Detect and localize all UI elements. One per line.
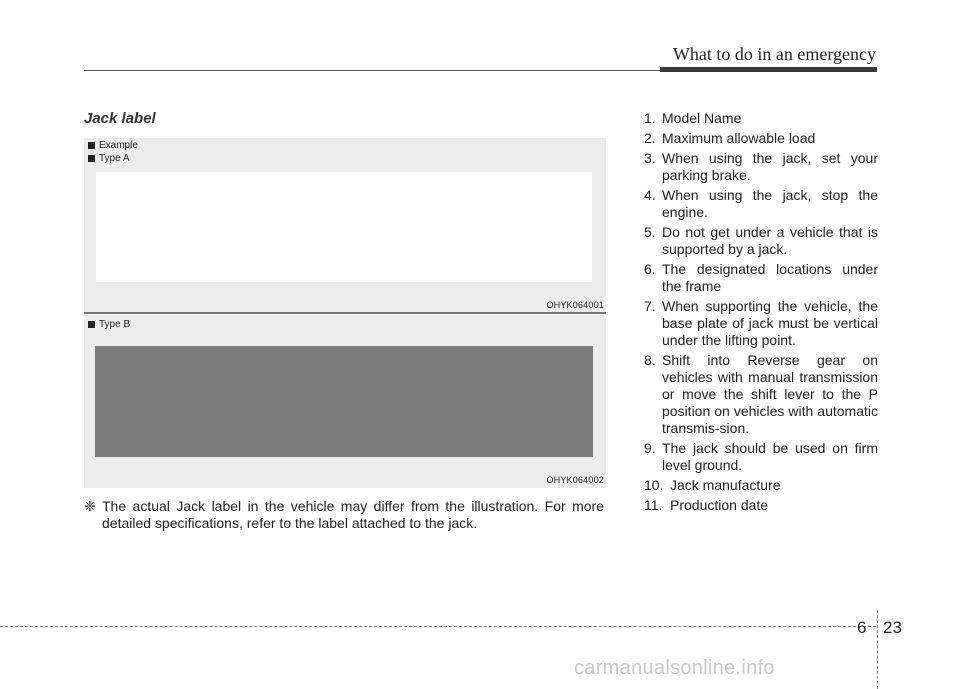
square-bullet-icon <box>88 321 95 328</box>
list-item: 10. Jack manufacture <box>644 477 781 493</box>
figure-type-a-label <box>88 153 130 164</box>
list-item: 3. When using the jack, set your parking brake. <box>644 150 878 183</box>
list-item: 9. The jack should be used on firm level ground. <box>644 440 878 473</box>
list-item: 4. When using the jack, stop the engine. <box>644 187 878 220</box>
figure-example-label <box>88 140 138 151</box>
figure-type-a <box>84 138 606 312</box>
list-item: 2. Maximum allowable load <box>644 130 816 146</box>
figure-type-b-label <box>88 319 130 330</box>
jack-label-legend-list <box>644 110 878 517</box>
type-b-label-text: Type B <box>99 319 131 330</box>
square-bullet-icon <box>88 155 95 162</box>
type-a-label-text: Type A <box>99 153 130 164</box>
list-item: 5. Do not get under a vehicle that is supported by a jack. <box>644 224 878 257</box>
jack-label-image-type-b <box>95 346 593 457</box>
figure-a-code: OHYK064001 <box>546 300 604 310</box>
square-bullet-icon <box>88 142 95 149</box>
note-symbol-icon: ❈ <box>84 498 96 514</box>
list-item: 1. Model Name <box>644 110 742 126</box>
footer-dashed-rule <box>0 626 876 627</box>
footer-vertical-rule <box>877 610 878 689</box>
example-label-text: Example <box>99 140 138 151</box>
figure-separator <box>84 312 606 314</box>
list-item: 7. When supporting the vehicle, the base plate of jack must be vertical under the lifting point. <box>644 298 878 348</box>
jack-label-image-type-a <box>96 172 592 282</box>
section-title: Jack label <box>84 110 156 127</box>
list-item: 11. Production date <box>644 497 769 513</box>
chapter-number: 6 <box>857 618 867 637</box>
list-item: 6. The designated locations under the frame <box>644 261 878 294</box>
note-text: The actual Jack label in the vehicle may differ from the illustration. For more detailed specifications, refer to the label attached to the jack. <box>102 498 604 531</box>
list-item: 8. Shift into Reverse gear on vehicles with manual transmission or move the shift lever to the P position on vehicles with automatic transmis-sion. <box>644 352 878 436</box>
page-number: 23 <box>883 618 902 637</box>
watermark-text: carmanualsonline.info <box>574 657 775 679</box>
figure-b-code: OHYK064002 <box>546 475 604 485</box>
header-bar <box>660 67 877 72</box>
section-header-title: What to do in an emergency <box>672 44 876 64</box>
note-paragraph <box>84 498 604 532</box>
figure-type-b <box>84 315 606 488</box>
